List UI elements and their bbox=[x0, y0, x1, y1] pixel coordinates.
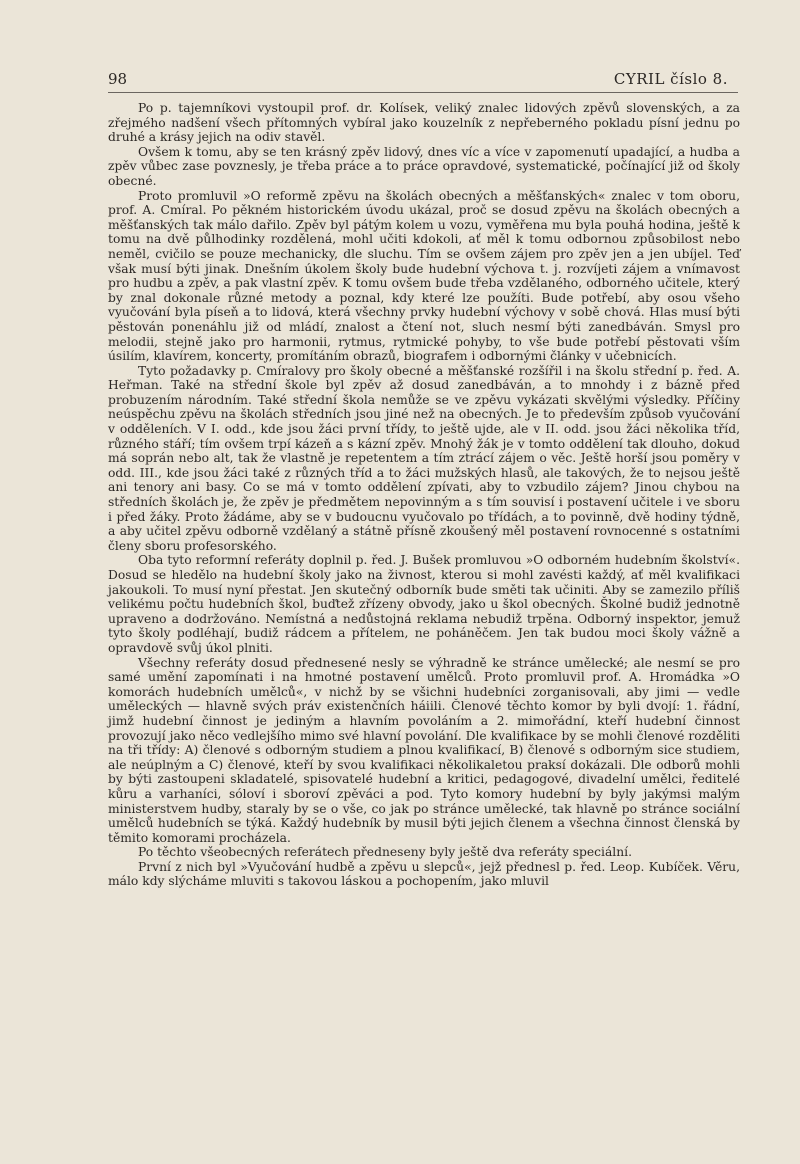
paragraph-7: Po těchto všeobecných referátech předneseny byly ještě dva referáty speciální. bbox=[138, 845, 633, 860]
page-header bbox=[108, 70, 738, 93]
paragraph-3: Proto promluvil »O reformě zpěvu na školách obecných a měšťanských« znalec v tom oboru, prof. A. Cmíral. Po pěkném historickém úvodu ukázal, proč se dosud zpěvu na školách obecných a měšťanských tak málo dařilo. Zpěv byl pátým kolem u vozu, vyměřena mu byla pouhá hodina, ještě k tomu na dvě půlhodinky rozdělená, mohl učiti kdokoli, ať měl k tomu odbornou způsobilost nebo neměl, cvičilo se pouze mechanicky, dle sluchu. Tím se ovšem zájem pro zpěv jen a jen ubíjel. Teď však musí býti jinak. Dnešním úkolem školy bude hudební výchova t. j. rozvíjeti zájem a vnímavost pro hudbu a zpěv, a pak vlastní zpěv. K tomu ovšem bude třeba vzdělaného, odborného učitele, který by znal dokonale různé metody a poznal, kdy které lze použíti. Bude potřebí, aby osou všeho vyučování byla píseň a to lidová, která všechny prvky hudební výchovy v sobě chová. Hlas musí býti pěstován ponenáhlu již od mládí, znalost a čtení not, sluch nesmí býti zanedbáván. Smysl pro melodii, stejně jako pro harmonii, rytmus, rytmické pohyby, to vše bude potřebí pěstovati vším úsilím, klavírem, koncerty, promítáním obrazů, biografem i odbornými články v učebnicích. bbox=[108, 188, 740, 364]
paragraph-2: Ovšem k tomu, aby se ten krásný zpěv lidový, dnes víc a více v zapomenutí upadající, a hudba a zpěv vůbec zase povznesly, je třeba práce a to práce opravdové, systematické, počínající již od školy obecné. bbox=[108, 144, 740, 188]
running-title: CYRIL číslo 8. bbox=[613, 70, 728, 88]
paragraph-8: První z nich byl »Vyučování hudbě a zpěvu u slepců«, jejž přednesl p. řed. Leop. Kubíček. Věru, málo kdy slýcháme mluviti s takovou láskou a pochopením, jako mluvil bbox=[108, 859, 740, 889]
article-body bbox=[108, 101, 740, 889]
page-number: 98 bbox=[108, 70, 128, 88]
paragraph-6: Všechny referáty dosud přednesené nesly se výhradně ke stránce umělecké; ale nesmí se pro samé umění zapomínati i na hmotné postavení umělců. Proto promluvil prof. A. Hromádka »O komorách hudebních umělců«, v nichž by se všichni hudebníci zorganisovali, aby jimi — vedle uměleckých — hlavně svých práv existenčních háiili. Členové těchto komor by byli dvojí: 1. řádní, jimž hudební činnost je jediným a hlavním povoláním a 2. mimořádní, kteří hudební činnost provozují jako něco vedlejšího mimo své hlavní povolání. Dle kvalifikace by se mohli členové rozděliti na tři třídy: A) členové s odborným studiem a plnou kvalifikací, B) členové s odborným sice studiem, ale neúplným a C) členové, kteří by svou kvalifikaci několikaletou praksí dokázali. Dle odborů mohli by býti zastoupeni skladatelé, spisovatelé hudební a kritici, pedagogové, divadelní umělci, ředitelé kůru a varhaníci, sóloví i sboroví zpěváci a pod. Tyto komory hudební by byly jakýmsi malým ministerstvem hudby, staraly by se o vše, co jak po stránce umělecké, tak hlavně po stránce sociální umělců hudebních se týká. Každý hudebník by musil býti jejich členem a všechna činnost členská by těmito komorami procházela. bbox=[108, 655, 740, 845]
paragraph-1: Po p. tajemníkovi vystoupil prof. dr. Kolísek, veliký znalec lidových zpěvů slovenských, a za zřejmého nadšení všech přítomných vybíral jako kouzelník z nepřeberného pokladu písní jednu po druhé a krásy jejich na odiv stavěl. bbox=[108, 101, 740, 145]
paragraph-5: Oba tyto reformní referáty doplnil p. řed. J. Bušek promluvou »O odborném hudebním školství«. Dosud se hledělo na hudební školy jako na živnost, kterou si mohl zavésti každý, ať měl kvalifikaci jakoukoli. To musí nyní přestat. Jen skutečný odborník bude směti tak učiniti. Aby se zamezilo příliš velikému počtu hudebních škol, buďtež zřízeny obvody, jako u škol obecných. Školné budiž jednotně upraveno a dodržováno. Nemístná a nedůstojná reklama nebudiž trpěna. Odborný inspektor, jemuž tyto školy podléhají, budiž rádcem a přítelem, ne poháněčem. Jen tak budou moci školy vážně a opravdově svůj úkol plniti. bbox=[108, 553, 740, 655]
paragraph-4: Tyto požadavky p. Cmíralovy pro školy obecné a měšťanské rozšířil i na školu střední p. řed. A. Heřman. Také na střední škole byl zpěv až dosud zanedbáván, a to mnohdy i z bázně před probuzením národním. Také střední škola nemůže se ve zpěvu vykázati skvělými výsledky. Příčiny neúspěchu zpěvu na školách středních jsou jiné než na obecných. Je to především způsob vyučování v odděleních. V I. odd., kde jsou žáci první třídy, to ještě ujde, ale v II. odd. jsou žáci několika tříd, různého stáří; tím ovšem trpí kázeň a s kázní zpěv. Mnohý žák je v tomto oddělení tak dlouho, dokud má soprán nebo alt, tak že vlastně je repetentem a tím ztrácí zájem o věc. Ještě horší jsou poměry v odd. III., kde jsou žáci také z různých tříd a to žáci mužských hlasů, ale takových, že to nejsou ještě ani tenory ani basy. Co se má v tomto oddělení zpívati, aby to vzbudilo zájem? Jinou chybou na středních školách je, že zpěv je předmětem nepovinným a s tím souvisí i postavení učitele i ve sboru i před žáky. Proto žádáme, aby se v budoucnu vyučovalo po třídách, a to povinně, dvě hodiny týdně, a aby učitel zpěvu odborně vzdělaný a státně přísně zkoušený měl postavení rovnocenné s ostatními členy sboru profesorského. bbox=[108, 363, 740, 553]
